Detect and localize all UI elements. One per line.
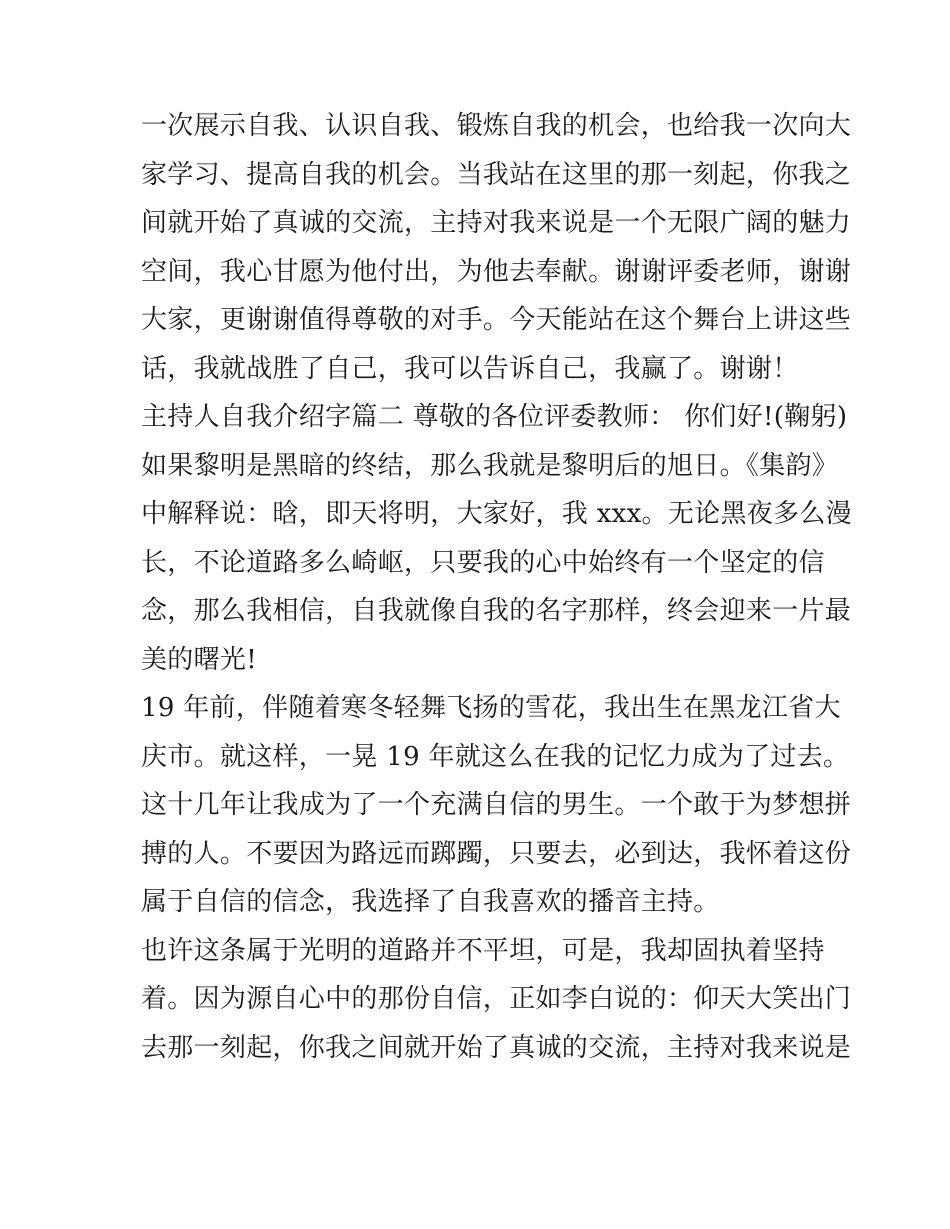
- text-line: 19 年前，伴随着寒冬轻舞飞扬的雪花，我出生在黑龙江省大: [141, 693, 841, 723]
- text-line: 一次展示自我、认识自我、锻炼自我的机会，也给我一次向大: [141, 111, 852, 141]
- document-body: [141, 102, 852, 1072]
- text-line: 也许这条属于光明的道路并不平坦，可是，我却固执着坚持: [141, 935, 825, 966]
- text-line: 庆市。就这样，一晃 19 年就这么在我的记忆力成为了过去。: [141, 741, 850, 772]
- text-line: 美的曙光!: [141, 644, 257, 675]
- text-line: 家学习、提高自我的机会。当我站在这里的那一刻起，你我之: [141, 159, 852, 190]
- text-line: 长，不论道路多么崎岖，只要我的心中始终有一个坚定的信: [141, 547, 825, 578]
- section-heading-line: 主持人自我介绍字篇二 尊敬的各位评委教师： 你们好!(鞠躬): [141, 402, 848, 432]
- text-line: 去那一刻起，你我之间就开始了真诚的交流，主持对我来说是: [141, 1032, 852, 1063]
- text-line: 念，那么我相信，自我就像自我的名字那样，终会迎来一片最: [141, 596, 852, 626]
- text-line: 话，我就战胜了自己，我可以告诉自己，我赢了。谢谢！: [141, 353, 799, 384]
- text-line: 搏的人。不要因为路远而踯躅，只要去，必到达，我怀着这份: [141, 838, 852, 869]
- text-line: 空间，我心甘愿为他付出，为他去奉献。谢谢评委老师，谢谢: [141, 256, 852, 287]
- text-line: 这十几年让我成为了一个充满自信的男生。一个敢于为梦想拼: [141, 790, 852, 820]
- text-line: 中解释说：晗，即天将明，大家好，我 xxx。无论黑夜多么漫: [141, 499, 852, 529]
- text-line: 大家，更谢谢值得尊敬的对手。今天能站在这个舞台上讲这些: [141, 305, 852, 335]
- text-line: 如果黎明是黑暗的终结，那么我就是黎明后的旭日。《集韵》: [141, 450, 839, 481]
- text-line: 属于自信的信念，我选择了自我喜欢的播音主持。: [141, 887, 720, 917]
- text-line: 着。因为源自心中的那份自信，正如李白说的：仰天大笑出门: [141, 984, 852, 1014]
- text-line: 间就开始了真诚的交流，主持对我来说是一个无限广阔的魅力: [141, 208, 852, 238]
